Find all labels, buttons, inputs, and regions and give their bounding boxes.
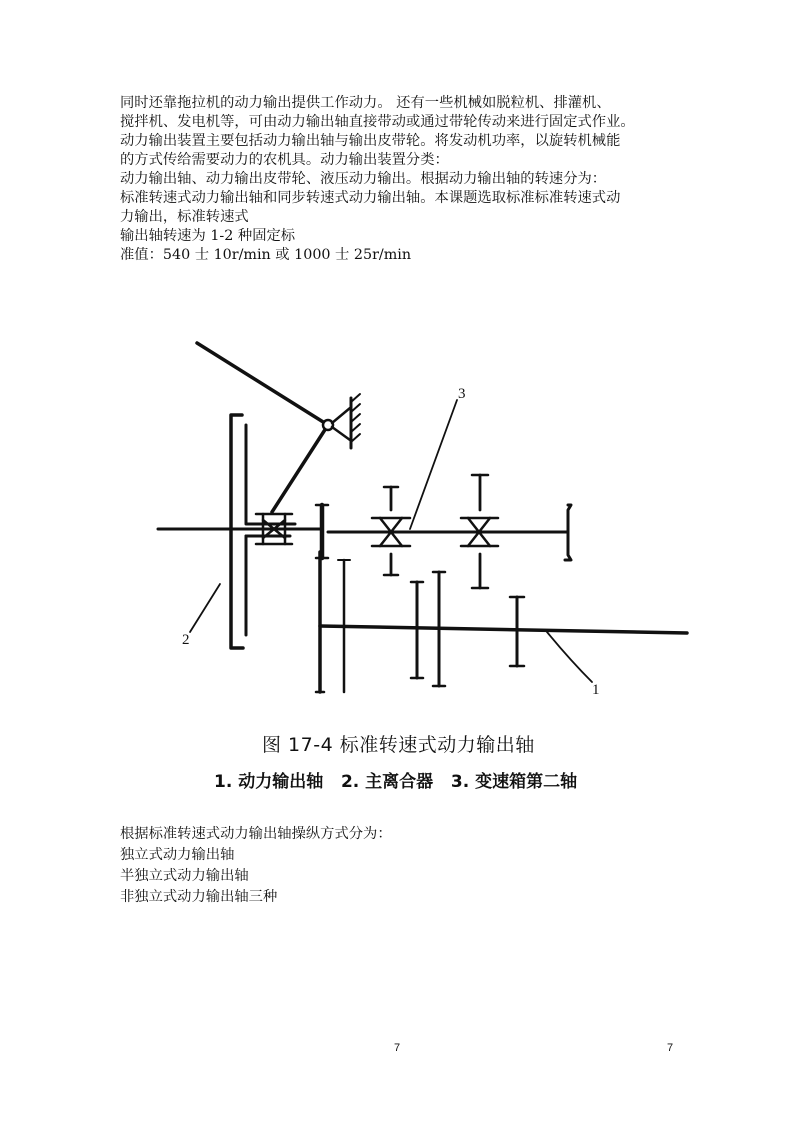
clutch-lever bbox=[197, 343, 328, 425]
text-line: 的方式传给需要动力的农机具。动力输出装置分类： bbox=[120, 152, 449, 168]
clutch-inner bbox=[246, 425, 295, 524]
text-line: 根据标准转速式动力输出轴操纵方式分为： bbox=[120, 826, 392, 842]
text-line: 输出轴转速为 1-2 种固定标 bbox=[120, 228, 296, 244]
figure-caption-legend: 1. 动力输出轴 2. 主离合器 3. 变速箱第二轴 bbox=[214, 772, 578, 792]
clutch-housing bbox=[231, 415, 243, 648]
page-number-right: 7 bbox=[667, 1042, 674, 1054]
leader-line-2 bbox=[190, 584, 220, 632]
lever-pivot bbox=[323, 420, 333, 430]
leader-line-3 bbox=[410, 400, 457, 529]
page-number-center: 7 bbox=[394, 1042, 401, 1054]
figure-caption-title: 图 17-4 标准转速式动力输出轴 bbox=[262, 734, 535, 756]
label-2: 2 bbox=[182, 632, 190, 648]
body-text-top bbox=[120, 94, 685, 265]
body-text-bottom bbox=[120, 824, 685, 908]
label-3: 3 bbox=[458, 386, 466, 402]
text-line: 标准转速式动力输出轴和同步转速式动力输出轴。本课题选取标准标准转速式动 bbox=[120, 190, 621, 206]
text-line: 独立式动力输出轴 bbox=[120, 847, 235, 863]
label-1: 1 bbox=[592, 682, 600, 698]
text-line: 力输出，标准转速式 bbox=[120, 209, 249, 225]
pivot-support bbox=[332, 427, 350, 440]
text-line: 动力输出装置主要包括动力输出轴与输出皮带轮。将发动机功率，以旋转机械能 bbox=[120, 133, 621, 149]
text-line: 同时还靠拖拉机的动力输出提供工作动力。 还有一些机械如脱粒机、排灌机、 bbox=[120, 95, 611, 111]
text-line: 动力输出轴、动力输出皮带轮、液压动力输出。根据动力输出轴的转速分为： bbox=[120, 171, 607, 187]
pivot-support bbox=[332, 408, 350, 423]
pto-output-shaft bbox=[320, 626, 687, 633]
leader-line-1 bbox=[547, 632, 592, 682]
text-line: 半独立式动力输出轴 bbox=[120, 868, 249, 884]
text-line: 搅拌机、发电机等，可由动力输出轴直接带动或通过带轮传动来进行固定式作业。 bbox=[120, 114, 635, 130]
pto-schematic-diagram bbox=[150, 330, 695, 710]
text-line: 准值：540 士 10r/min 或 1000 士 25r/min bbox=[120, 247, 412, 263]
clutch-link-rod bbox=[272, 425, 328, 512]
text-line: 非独立式动力输出轴三种 bbox=[120, 889, 278, 905]
